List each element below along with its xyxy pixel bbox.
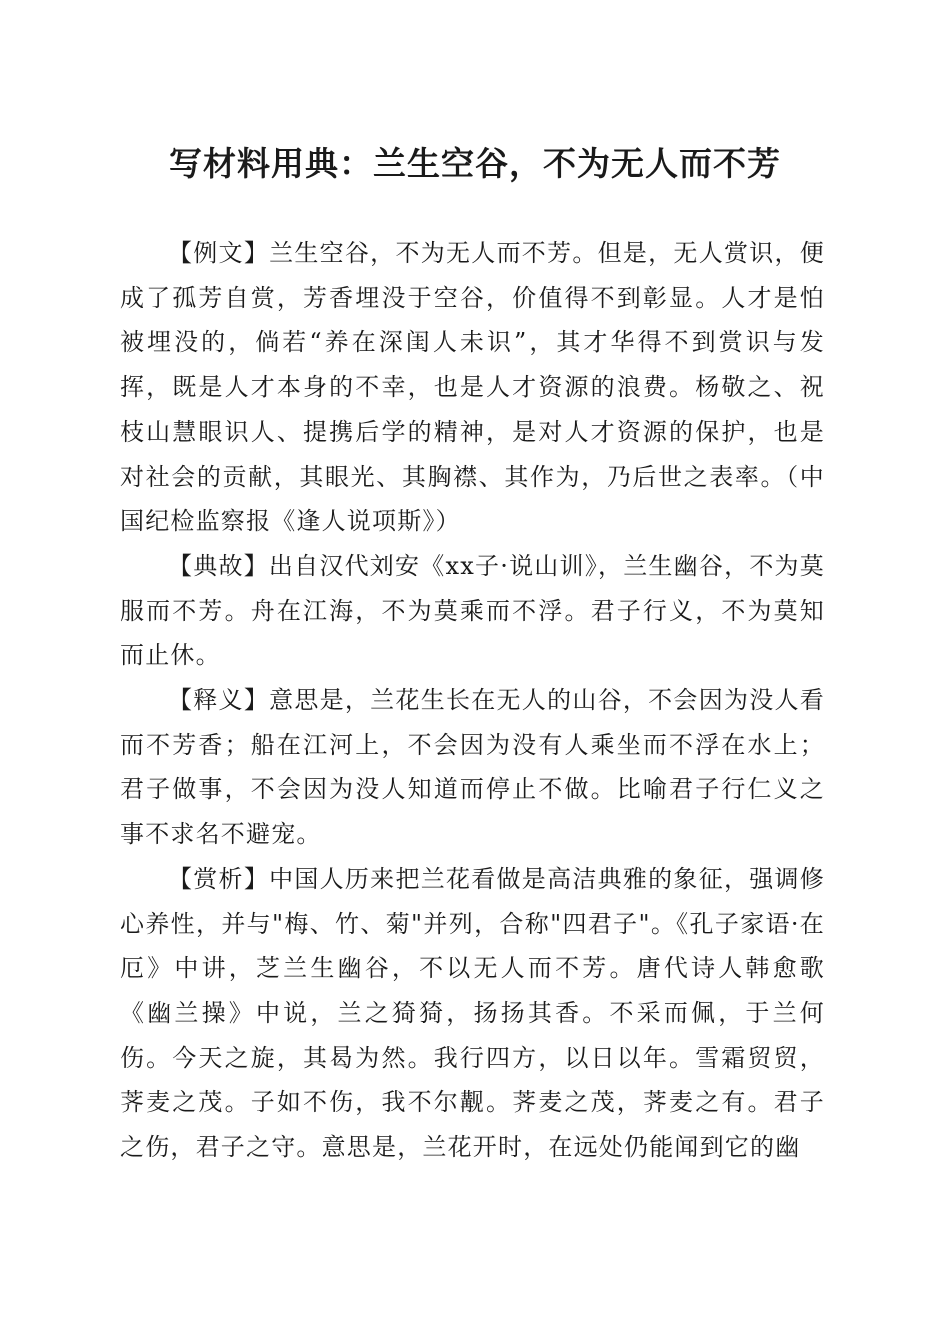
paragraph-text: 出自汉代刘安《xx子·说山训》，兰生幽谷，不为莫服而不芳。舟在江海，不为莫乘而不浮。君子行义，不为莫知而止休。 <box>120 551 825 670</box>
paragraph-allusion <box>120 544 825 678</box>
paragraph-tag: 【例文】 <box>168 239 270 267</box>
paragraph-example <box>120 231 825 544</box>
document-title: 写材料用典：兰生空谷，不为无人而不芳 <box>169 144 781 183</box>
paragraph-appreciation <box>120 857 825 1170</box>
paragraph-tag: 【赏析】 <box>168 864 270 893</box>
paragraph-text: 意思是，兰花生长在无人的山谷，不会因为没人看而不芳香；船在江河上，不会因为没有人乘坐而不浮在水上；君子做事，不会因为没人知道而停止不做。比喻君子行仁义之事不求名不避宠。 <box>120 686 825 849</box>
document-body <box>120 231 825 1170</box>
paragraph-text: 中国人历来把兰花看做是高洁典雅的象征，强调修心养性，并与"梅、竹、菊"并列，合称"四君子"。《孔子家语·在厄》中讲，芝兰生幽谷，不以无人而不芳。唐代诗人韩愈歌《幽兰操》中说，兰之猗猗，扬扬其香。不采而佩，于兰何伤。今天之旋，其曷为然。我行四方，以日以年。雪霜贸贸，荠麦之茂。子如不伤，我不尔觏。荠麦之茂，荠麦之有。君子之伤，君子之守。意思是，兰花开时，在远处仍能闻到它的幽 <box>120 864 825 1162</box>
paragraph-tag: 【释义】 <box>168 686 270 715</box>
paragraph-tag: 【典故】 <box>168 551 269 580</box>
paragraph-text: 兰生空谷，不为无人而不芳。但是，无人赏识，便成了孤芳自赏，芳香埋没于空谷，价值得不到彰显。人才是怕被埋没的，倘若“养在深闺人未识”，其才华得不到赏识与发挥，既是人才本身的不幸，也是人才资源的浪费。杨敬之、祝枝山慧眼识人、提携后学的精神，是对人才资源的保护，也是对社会的贡献，其眼光、其胸襟、其作为，乃后世之表率。（中国纪检监察报《逢人说项斯》） <box>120 239 825 536</box>
paragraph-meaning <box>120 678 825 857</box>
